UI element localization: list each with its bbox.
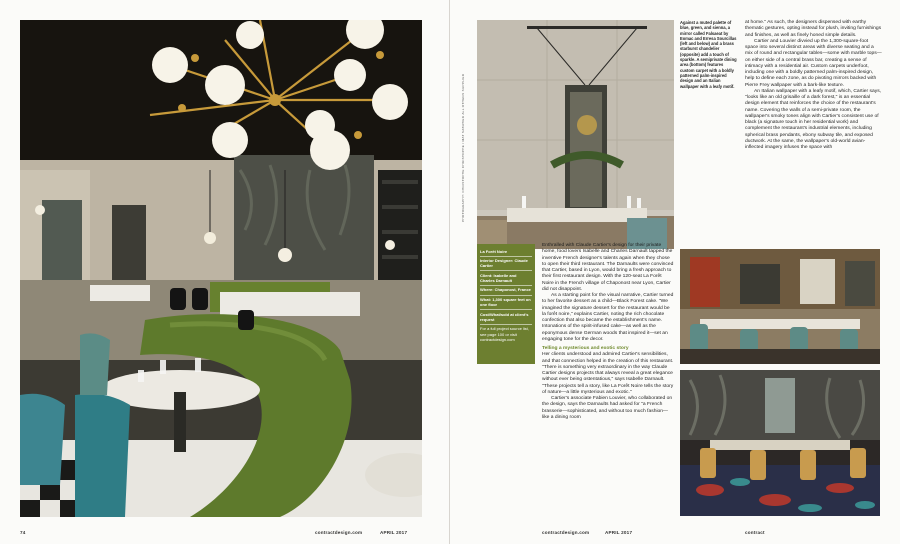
photo-caption: Against a muted palette of blue, green, and sienna, a mirror called Falsaeat by Eomac and Erresa Sourcillas (left and below) and a brass starburst chandelier (opposite) add a touch of sparkle. A semiprivate dining area (bottom) features custom carpet with a boldly patterned palm-inspired design and an Italian wallpaper with a leafy motif. [680, 20, 737, 89]
folio-label-right: contract [745, 530, 765, 535]
paragraph: at home." As such, the designers dispensed with earthy thematic gestures, opting instead for plush, inviting furnishings and finishes, as well as finely honed simple details. [745, 20, 882, 38]
paragraph: Enthralled with Claude Cartier's design for their private home, food lovers Isabelle and Charles Darnault tapped the inventive French designer's talents again when they chose to open their third restaurant. The Darnaults were convinced that Cartier, based in Lyon, would bring a fresh approach to their first restaurant design. With the 120-seat La Forêt Noire in the French village of Chaponost near Lyon, Cartier did not disappoint. [542, 243, 674, 292]
folio-site-right: contractdesign.com [542, 530, 590, 535]
restaurant-dining-illustration [20, 20, 422, 517]
folio-date-right: APRIL 2017 [605, 530, 633, 535]
photo-credit: PHOTOGRAPHY: CHRISTOPHE CHRISTOPHE / MAT SABATIER ALL OTHERS SUPPLIED [461, 73, 465, 222]
paragraph: An Italian wallpaper with a leafy motif, which, Cartier says, "looks like an old grisaille of a dark forest," is an essential design element that reinforces the choice of the restaurant's name. Covering the walls of a semi-private room, the wallpaper's smoky tones align with Cartier's consistent use of black (a signature touch in her residential work) and complement the restaurant's industrial elements, including spherical brass pendants, ebony subway tile, and exposed ductwork. At the same, the wallpaper's old-world avian-inflected imagery infuses the space with [745, 88, 882, 150]
dining-room-photo [680, 249, 880, 364]
paragraph: Cartier's associate Fabien Louvier, who collaborated on the design, says the Darnaults had asked for "a French brasserie—sophisticated, and without too much fashion—like a dining room [542, 396, 673, 420]
article-column-a [542, 243, 674, 421]
folio-site: contractdesign.com [315, 530, 363, 535]
infobox-designer: Interior Designer: Claude Cartier [480, 257, 532, 272]
infobox-location: Where: Chaponost, France [480, 286, 532, 296]
paragraph: Cartier and Louvier divvied up the 1,300-square-foot space into several distinct areas with diverse seating and a mix of round and rectangular tables—some with marble tops—on either side of a central brass bar, creating a sense of intimacy with a residential air. Custom carpets underfoot, including one with a boldly patterned palm-inspired design, help to define each zone, as do pivoting mirrors backed with Pierre Frey wallpaper with a bark-like texture. [745, 38, 882, 88]
mirror-bar-photo [477, 20, 674, 249]
restaurant-dining-photo [20, 20, 422, 517]
section-subhead: Telling a mysterious and exotic story [542, 346, 629, 351]
infobox-client: Client: Isabelle and Charles Darnault [480, 271, 532, 286]
paragraph: Her clients understood and admired Cartier's sensibilities, and that connection helped in the creation of this restaurant. "There is something very extraordinary in the way Claude Cartier designs projects that always reveal a great elegance without ever being ostentatious," says Isabelle Darnault. "These projects tell a story, like La Forêt Noire tells the story of nature—a little mysterious and exotic." [542, 352, 674, 395]
article-column-b [745, 20, 882, 151]
project-infobox [477, 244, 535, 364]
dining-room-illustration [680, 249, 880, 364]
infobox-cost: Cost/What/sold at client's request [480, 310, 532, 325]
semiprivate-room-photo [680, 370, 880, 516]
semiprivate-room-illustration [680, 370, 880, 516]
page-number: 74 [20, 530, 26, 535]
mirror-bar-illustration [477, 20, 674, 249]
folio-date: APRIL 2017 [380, 530, 408, 535]
paragraph: As a starting point for the visual narrative, Cartier turned to her favorite dessert as a child—Black Forest cake. "We imagined the signature dessert for the restaurant would be la forêt noire," explains Cartier, noting the rich chocolate confection that also became the establishment's name. Intonations of the spirit-infused cake—as well as the eponymous dense German woods that inspired it—set an engaging tone for the decor. [542, 293, 674, 342]
infobox-source-note: For a full project source list, see page 100 or visit contractdesign.com [480, 326, 529, 342]
infobox-project-name: La Forêt Noire [480, 247, 532, 257]
infobox-size: What: 1,300 square feet on one floor [480, 296, 532, 311]
